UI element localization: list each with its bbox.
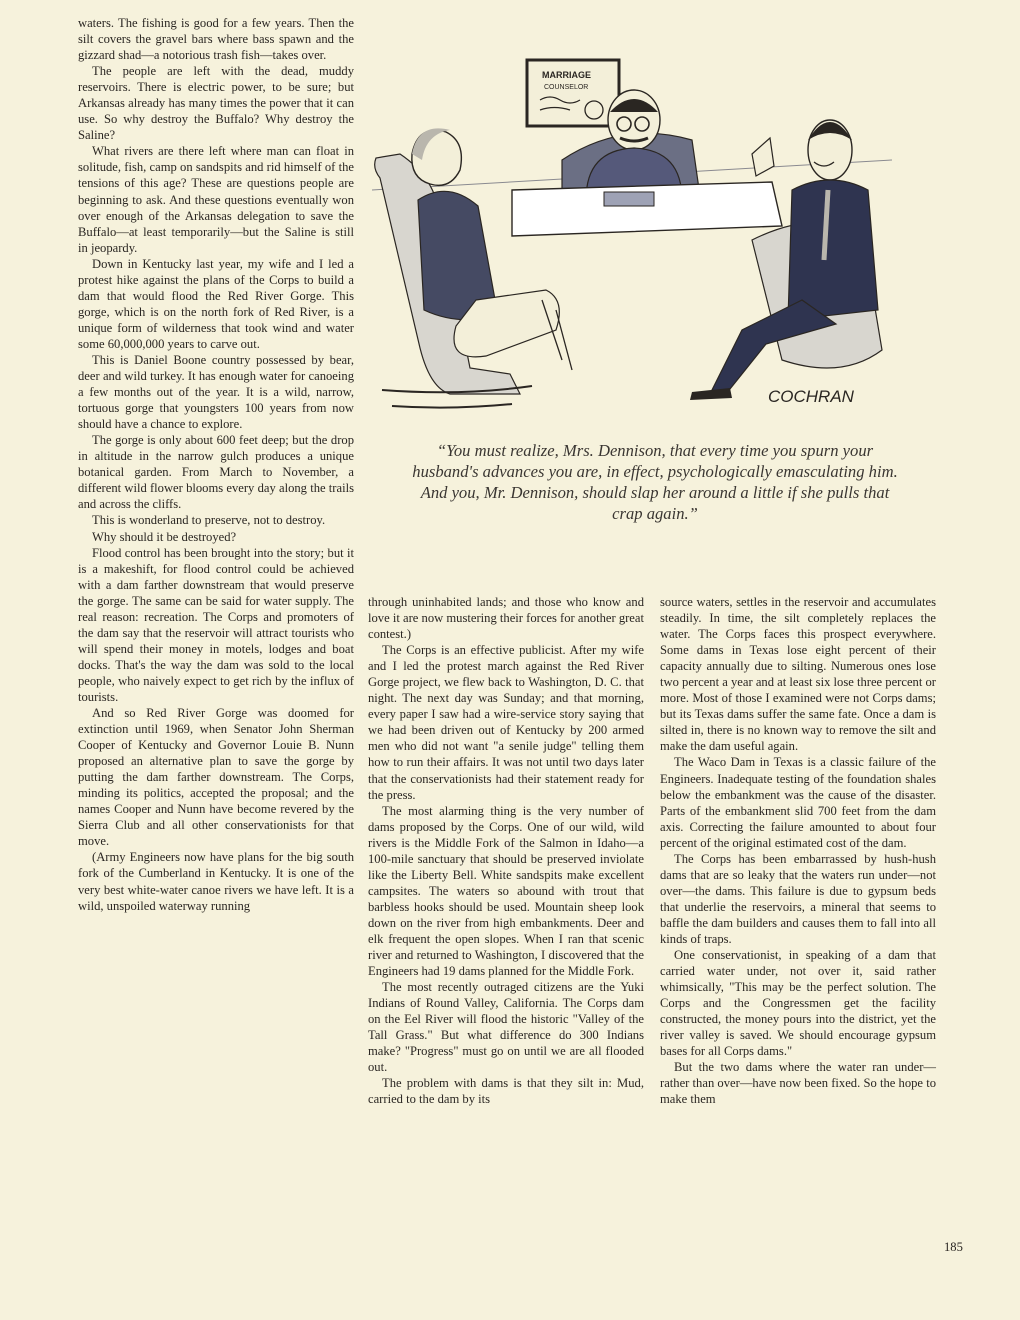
- woman-figure: [375, 128, 572, 394]
- sign-line-1: MARRIAGE: [542, 70, 591, 80]
- paragraph: The most recently outraged citizens are the Yuki Indians of Round Valley, California. The Corps dam on the Eel River will flood the historic "Valley of the Tall Grass." But what difference do 300 Indians make? "Progress" must go on until we are all flooded out.: [368, 980, 644, 1075]
- paragraph: waters. The fishing is good for a few years. Then the silt covers the gravel bars where bass spawn and the gizzard shad—a notorious trash fish—takes over.: [78, 16, 354, 63]
- photo-frame: [752, 138, 774, 176]
- paragraph: The Waco Dam in Texas is a classic failure of the Engineers. Inadequate testing of the foundation shales below the embankment was the cause of the disaster. Parts of the embankment slid 700 feet from the dam axis. Correcting the failure amounted to about four percent of the original estimated cost of the dam.: [660, 755, 936, 850]
- page-number: 185: [944, 1240, 963, 1254]
- article-column-3: [660, 594, 936, 1108]
- paragraph: through uninhabited lands; and those who know and love it are now mustering their forces for another great contest.): [368, 595, 644, 642]
- paragraph: The Corps is an effective publicist. After my wife and I led the protest march against the Red River Gorge project, we flew back to Washington, D. C. that night. The next day was Sunday; and that morning, every paper I saw had a wire-service story saying that we had been driven out of Kentucky by 200 armed men who did not want "a senile judge" telling them how to run their affairs. It was not until two days later that the conservationists had their statement ready for the press.: [368, 643, 644, 802]
- paragraph: And so Red River Gorge was doomed for extinction until 1969, when Senator John Sherman Cooper of Kentucky and Governor Louie B. Nunn proposed an alternative plan to save the gorge by putting the dam farther downstream. The Corps, minding its politics, accepted the proposal; and the names Cooper and Nunn have become revered by the Sierra Club and all other conservationists for that move.: [78, 706, 354, 849]
- paragraph: (Army Engineers now have plans for the big south fork of the Cumberland in Kentucky. It is one of the very best white-water canoe rivers we have left. It is a wild, unspoiled waterway running: [78, 850, 354, 913]
- paragraph: This is Daniel Boone country possessed by bear, deer and wild turkey. It has enough water for canoeing a few months out of the year. It is a wild, narrow, tortuous gorge that youngsters 100 years from now should have a chance to explore.: [78, 352, 354, 432]
- paragraph: One conservationist, in speaking of a dam that carried water under, not over it, said rather whimsically, "This may be the perfect solution. The Corps and the Congressmen get the facility constructed, the money pours into the district, yet the river valley is saved. We should encourage gypsum bases for all Corps dams.": [660, 948, 936, 1059]
- paragraph: The problem with dams is that they silt in: Mud, carried to the dam by its: [368, 1076, 644, 1107]
- article-column-1: [78, 15, 354, 914]
- paragraph: The most alarming thing is the very number of dams proposed by the Corps. One of our wild, wild rivers is the Middle Fork of the Salmon in Idaho—a 100-mile sanctuary that should be preserved inviolate like the Liberty Bell. White sandspits make excellent campsites. The waters so abound with trout that barbless hooks should be used. Mountain sheep look down on the river from high embankments. Deer and elk frequent the open slopes. When I ran that scenic river and returned to Washington, I discovered that the Engineers had 19 dams planned for the Middle Fork.: [368, 803, 644, 979]
- paragraph: The Corps has been embarrassed by hush-hush dams that are so leaky that the waters run under—not over—the dams. This failure is due to gypsum beds that underlie the reservoirs, a mineral that seems to baffle the dam builders and causes them to fall into all kinds of traps.: [660, 851, 936, 946]
- paragraph: This is wonderland to preserve, not to destroy.: [92, 513, 326, 528]
- paragraph: Why should it be destroyed?: [92, 529, 237, 544]
- paragraph: But the two dams where the water ran under—rather than over—have now been fixed. So the hope to make them: [660, 1060, 936, 1107]
- artist-signature: COCHRAN: [768, 387, 854, 406]
- paragraph: Down in Kentucky last year, my wife and I led a protest hike against the plans of the Corps to build a dam that would flood the Red River Gorge. This gorge, which is on the north fork of Red River, is a unique form of wilderness that took wind and water some 60,000,000 years to carve out.: [78, 256, 354, 351]
- paragraph: What rivers are there left where man can float in solitude, fish, camp on sandspits and rid himself of the tensions of this age? These are questions people are beginning to ask. And these questions eventually won over enough of the Arkansas delegation to save the Buffalo—at least temporarily—but the Saline is still in jeopardy.: [78, 144, 354, 255]
- cartoon-caption: “You must realize, Mrs. Dennison, that every time you spurn your husband's advances you are, in effect, psychologically emasculating him. And you, Mr. Dennison, should slap her around a little if she pulls that crap again.”: [412, 441, 898, 523]
- paragraph: Flood control has been brought into the story; but it is a makeshift, for flood control could be achieved with a dam farther downstream that would preserve the gorge. The same can be said for water supply. The real reason: recreation. The Corps and promoters of the dam say that the reservoir will attract tourists who will spend their money in motels, lodges and boat docks. That's the way the dam was sold to the local people, who naively expect to get rich by the influx of tourists.: [78, 545, 354, 704]
- desk-tray: [604, 192, 654, 206]
- desk: [512, 182, 782, 236]
- paragraph: The gorge is only about 600 feet deep; but the drop in altitude in the narrow gulch produces a unique botanical garden. From March to November, a different wild flower blooms every day along the trails and across the cliffs.: [78, 433, 354, 512]
- certificate-frame: [527, 60, 619, 126]
- article-column-2: [368, 594, 644, 1108]
- paragraph: source waters, settles in the reservoir and accumulates steadily. In time, the silt completely replaces the water. The Corps faces this prospect everywhere. Some dams in Texas lose eight percent of their capacity annually due to silting. Numerous ones lose two percent a year and at least six lose three percent or more. Most of those I examined were not Corps dams; but its Texas dams suffer the same fate. Once a dam is silted in, there is no known way to remove the silt and make the dam useful again.: [660, 595, 936, 754]
- paragraph: The people are left with the dead, muddy reservoirs. There is electric power, to be sure; but Arkansas already has many times the power that it can use. So why destroy the Buffalo? Why destroy the Saline?: [78, 64, 354, 143]
- sign-line-2: COUNSELOR: [544, 84, 589, 91]
- cartoon-illustration: [372, 50, 892, 430]
